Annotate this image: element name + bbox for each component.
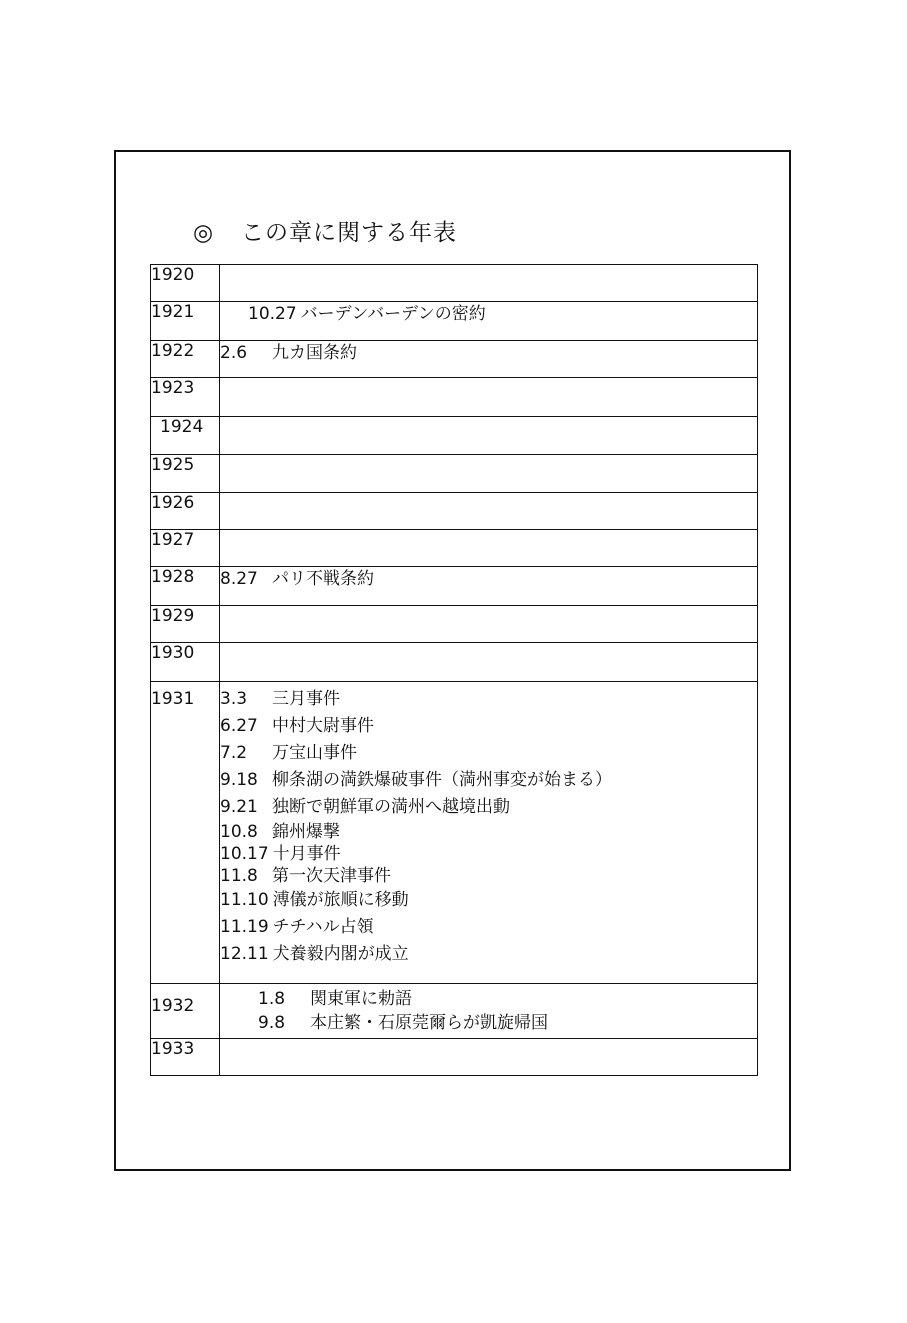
event-item xyxy=(258,987,757,1011)
events-cell xyxy=(220,378,758,417)
event-text: 錦州爆撃 xyxy=(272,822,340,842)
event-text: 関東軍に勅語 xyxy=(310,989,412,1009)
events-cell xyxy=(220,643,758,682)
events-cell xyxy=(220,1039,758,1076)
event-text: 万宝山事件 xyxy=(272,743,357,763)
event-date: 2.6 xyxy=(220,343,248,363)
table-row xyxy=(151,378,758,417)
event-text: 九カ国条約 xyxy=(272,343,357,363)
event-date: 11.10 xyxy=(220,890,269,910)
double-circle-icon: ◎ xyxy=(193,220,215,246)
event-text: 柳条湖の満鉄爆破事件（満州事変が始まる） xyxy=(272,770,612,790)
year-cell: 1925 xyxy=(151,455,220,493)
event-date: 8.27 xyxy=(220,569,258,589)
year-cell: 1922 xyxy=(151,341,220,378)
year-cell: 1930 xyxy=(151,643,220,682)
event-item xyxy=(220,914,757,941)
event-date: 10.8 xyxy=(220,822,258,842)
event-date: 10.27 xyxy=(248,304,297,324)
event-text: 犬養毅内閣が成立 xyxy=(272,944,409,964)
year-cell: 1931 xyxy=(151,682,220,984)
events-cell xyxy=(220,455,758,493)
event-item xyxy=(220,341,757,365)
event-text: バーデンバーデンの密約 xyxy=(300,304,486,324)
title-text: この章に関する年表 xyxy=(241,220,457,246)
year-cell: 1927 xyxy=(151,530,220,567)
event-date: 6.27 xyxy=(220,716,258,736)
events-cell xyxy=(220,417,758,455)
event-date: 12.11 xyxy=(220,944,269,964)
event-item xyxy=(220,740,757,767)
event-item xyxy=(220,941,757,968)
event-item xyxy=(248,302,757,326)
table-row xyxy=(151,417,758,455)
year-cell: 1924 xyxy=(151,417,220,455)
event-date: 9.21 xyxy=(220,797,258,817)
table-row xyxy=(151,606,758,643)
table-row xyxy=(151,682,758,984)
event-item xyxy=(220,821,757,843)
event-item xyxy=(220,843,757,865)
event-text: 溥儀が旅順に移動 xyxy=(272,890,409,910)
event-date: 7.2 xyxy=(220,743,248,763)
event-item xyxy=(220,794,757,821)
event-item xyxy=(220,686,757,713)
event-text: パリ不戦条約 xyxy=(272,569,374,589)
year-cell: 1923 xyxy=(151,378,220,417)
events-cell xyxy=(220,302,758,341)
event-date: 9.18 xyxy=(220,770,258,790)
table-row xyxy=(151,643,758,682)
event-text: 三月事件 xyxy=(272,689,340,709)
year-cell: 1929 xyxy=(151,606,220,643)
page-title xyxy=(193,216,457,250)
event-item xyxy=(220,713,757,740)
events-cell xyxy=(220,606,758,643)
events-cell xyxy=(220,984,758,1039)
table-row xyxy=(151,455,758,493)
event-text: 本庄繁・石原莞爾らが凱旋帰国 xyxy=(310,1013,548,1033)
table-row xyxy=(151,341,758,378)
event-item xyxy=(220,567,757,591)
event-text: 独断で朝鮮軍の満州へ越境出動 xyxy=(272,797,510,817)
event-item xyxy=(258,1011,757,1035)
table-row xyxy=(151,265,758,302)
events-cell xyxy=(220,567,758,606)
year-cell: 1933 xyxy=(151,1039,220,1076)
table-row xyxy=(151,530,758,567)
events-cell xyxy=(220,493,758,530)
event-date: 11.19 xyxy=(220,917,269,937)
timeline-table xyxy=(150,264,758,1076)
event-item xyxy=(220,767,757,794)
table-row xyxy=(151,1039,758,1076)
event-item xyxy=(220,865,757,887)
year-cell: 1926 xyxy=(151,493,220,530)
year-cell: 1920 xyxy=(151,265,220,302)
events-cell xyxy=(220,682,758,984)
event-text: 十月事件 xyxy=(272,844,341,864)
year-cell: 1932 xyxy=(151,984,220,1039)
events-cell xyxy=(220,265,758,302)
table-row xyxy=(151,567,758,606)
event-date: 9.8 xyxy=(258,1013,286,1033)
event-date: 10.17 xyxy=(220,844,269,864)
table-row xyxy=(151,302,758,341)
year-cell: 1921 xyxy=(151,302,220,341)
event-text: チチハル占領 xyxy=(272,917,374,937)
table-row xyxy=(151,984,758,1039)
event-date: 11.8 xyxy=(220,866,258,886)
table-row xyxy=(151,493,758,530)
event-text: 中村大尉事件 xyxy=(272,716,374,736)
event-item xyxy=(220,887,757,914)
event-date: 3.3 xyxy=(220,689,248,709)
event-text: 第一次天津事件 xyxy=(272,866,391,886)
year-cell: 1928 xyxy=(151,567,220,606)
events-cell xyxy=(220,341,758,378)
events-cell xyxy=(220,530,758,567)
event-date: 1.8 xyxy=(258,989,286,1009)
